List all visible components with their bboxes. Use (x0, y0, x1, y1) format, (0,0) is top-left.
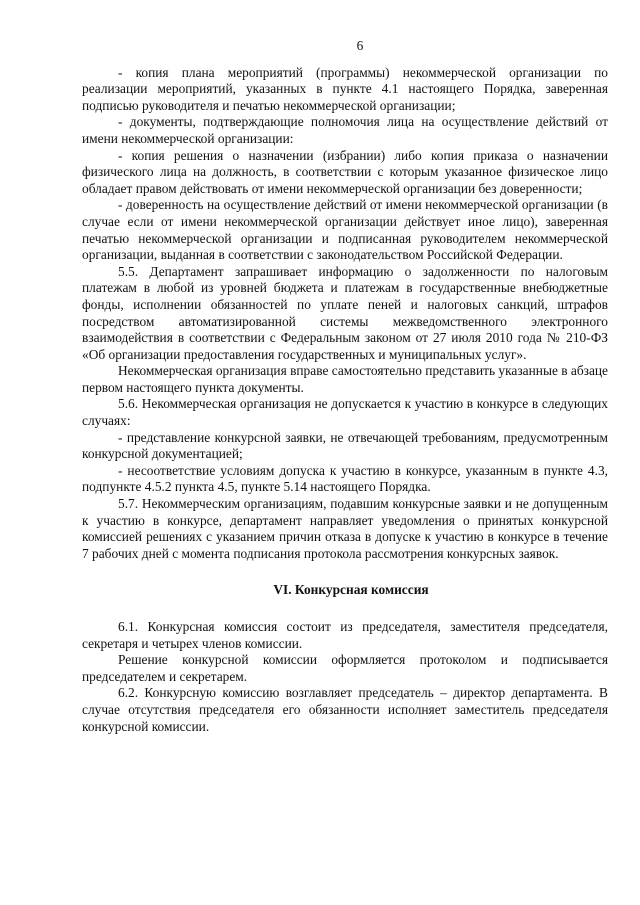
clause-5-6: 5.6. Некоммерческая организация не допускается к участию в конкурсе в следующих случаях: (82, 396, 608, 429)
page-number: 6 (356, 38, 364, 53)
clause-5-5: 5.5. Департамент запрашивает информацию о задолженности по налоговым платежам в любой из уровней бюджета и платежам в государственные внебюджетные фонды, исполнении обязанностей по уплате пеней и налоговых санкций, штрафов посредством автоматизированной системы межведомственного электронного взаимодействия в соответствии с Федеральным законом от 27 июля 2010 года № 210-ФЗ «Об организации предоставления государственных и муниципальных услуг». (82, 263, 608, 362)
list-item-power-of-attorney: - доверенность на осуществление действий от имени некоммерческой организации (в случае если от имени некоммерческой организации действует иное лицо), заверенная печатью некоммерческой организации и подписанная руководителем некоммерческой организации, выданная в соответствии с законодательством Российской Федерации. (82, 197, 608, 263)
clause-6-2: 6.2. Конкурсную комиссию возглавляет председатель – директор департамента. В случае отсутствия председателя его обязанности исполняет заместитель председателя конкурсной комиссии. (82, 685, 608, 734)
list-item-authority-documents: - документы, подтверждающие полномочия лица на осуществление действий от имени некоммерческой организации: (82, 114, 608, 146)
list-item-plan-copy: - копия плана мероприятий (программы) некоммерческой организации по реализации мероприятий, указанных в пункте 4.1 настоящего Порядка, заверенная подписью руководителя и печатью некоммерческой организации; (82, 64, 608, 113)
body-text-before (82, 65, 608, 563)
body-text-after (82, 619, 608, 735)
clause-5-5-note: Некоммерческая организация вправе самостоятельно представить указанные в абзаце первом настоящего пункта документы. (82, 363, 608, 395)
clause-6-1-decision: Решение конкурсной комиссии оформляется протоколом и подписывается председателем и секретарем. (82, 652, 608, 684)
list-item-nonconforming-application: - представление конкурсной заявки, не отвечающей требованиям, предусмотренным конкурсной документацией; (82, 429, 608, 462)
list-item-appointment-copy: - копия решения о назначении (избрании) либо копия приказа о назначении физического лица на должность, в соответствии с которым указанное физическое лицо обладает правом действовать от имени некоммерческой организации без доверенности; (82, 147, 608, 196)
clause-6-1: 6.1. Конкурсная комиссия состоит из председателя, заместителя председателя, секретаря и четырех членов комиссии. (82, 619, 608, 651)
section-heading: VI. Конкурсная комиссия (273, 582, 429, 598)
list-item-admission-noncompliance: - несоответствие условиям допуска к участию в конкурсе, указанным в пункте 4.3, подпункте 4.5.2 пункта 4.5, пункте 5.14 настоящего Порядка. (82, 462, 608, 495)
clause-5-7: 5.7. Некоммерческим организациям, подавшим конкурсные заявки и не допущенным к участию в конкурсе, департамент направляет уведомления о принятых конкурсной комиссией решениях с указанием причин отказа в допуске к участию в конкурсе в течение 7 рабочих дней с момента подписания протокола рассмотрения конкурсных заявок. (82, 496, 608, 561)
